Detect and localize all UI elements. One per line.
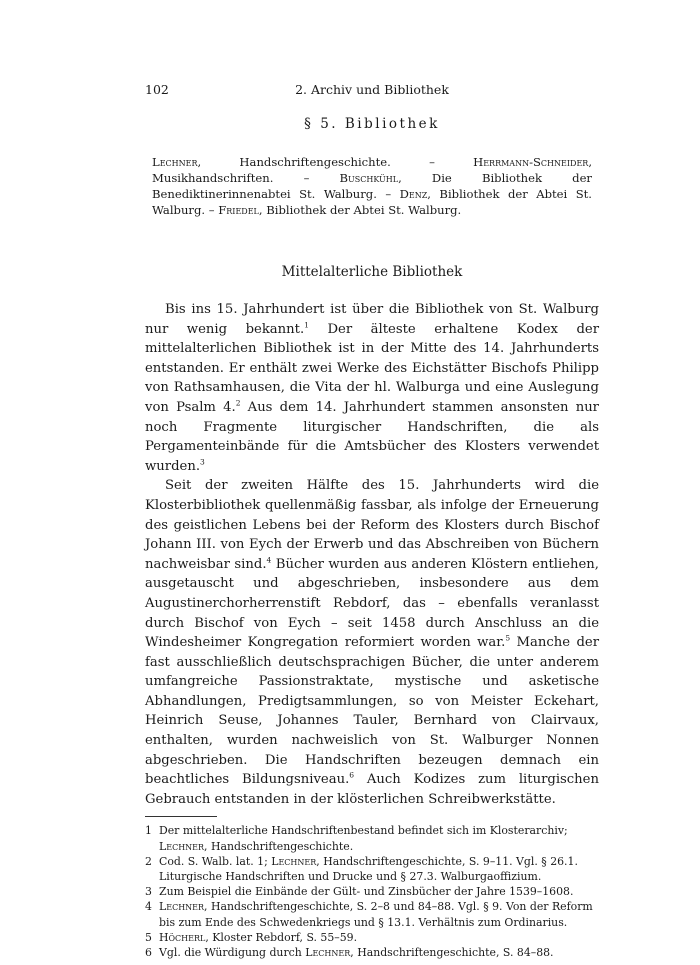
source-title: , Musikhandschriften. – bbox=[152, 155, 592, 185]
text-segment: Seit der zweiten Hälfte des 15. Jahrhunderts wird die Klosterbibliothek quellenmäßig fassbar, als infolge der Erneuerung des geistlichen Lebens bei der Reform des Klosters durch Bischof Johann III. von Eych der Erwerb und das Abschreiben von Büchern nachweisbar sind. bbox=[145, 478, 599, 572]
source-list bbox=[152, 154, 592, 218]
subheading: Mittelalterliche Bibliothek bbox=[281, 264, 463, 280]
footnote-segment: , Handschriftengeschichte, S. 9–11. Vgl. § 26.1. Liturgische Handschriften und Drucke und § 27.3. Walburgaoffizium. bbox=[159, 854, 578, 884]
footnote-author: Höcherl bbox=[159, 930, 206, 944]
footnote bbox=[145, 854, 599, 884]
footnote-text bbox=[159, 884, 599, 899]
source-author: Buschkühl bbox=[339, 171, 399, 185]
footnote-author: Lechner bbox=[305, 946, 351, 960]
text-segment: Bücher wurden aus anderen Klöstern entliehen, ausgetauscht und abgeschrieben, insbesondere aus dem Augustinerchorherrenstift Rebdorf, das – ebenfalls veranlasst durch Bischof von Eych – seit 1458 durch Anschluss an die Windesheimer Kongregation reformiert worden war. bbox=[145, 556, 599, 651]
footnote-number: 4 bbox=[145, 900, 152, 914]
footnote-text bbox=[159, 854, 599, 884]
text-segment: Auch Kodizes zum liturgischen Gebrauch entstanden in der klösterlichen Schreibwerkstätte. bbox=[145, 772, 599, 807]
footnote-segment: Cod. S. Walb. lat. 1; bbox=[159, 854, 272, 868]
text-segment: Der älteste erhaltene Kodex der mittelalterlichen Bibliothek ist in der Mitte des 14. Jahrhunderts entstanden. Er enthält zwei Werke des Eichstätter Bischofs Philipp von Rathsamhausen, die Vita der hl. Walburga und eine Auslegung von Psalm 4. bbox=[145, 321, 600, 415]
source-author: Lechner bbox=[152, 155, 198, 169]
footnote bbox=[145, 945, 599, 960]
text-segment: Bis ins 15. Jahrhundert ist über die Bibliothek von St. Walburg nur wenig bekannt. bbox=[145, 302, 599, 337]
running-title: 2. Archiv und Bibliothek bbox=[295, 82, 449, 97]
footnote-ref: 6 bbox=[349, 770, 355, 780]
footnote-segment: Vgl. die Würdigung durch bbox=[159, 946, 306, 960]
footnote bbox=[145, 930, 599, 945]
footnotes bbox=[145, 823, 599, 960]
footnote-ref: 5 bbox=[505, 633, 511, 643]
source-author: Denz bbox=[399, 187, 428, 201]
source-title: , Die Bibliothek der Benediktinerinnenabtei St. Walburg. – bbox=[152, 171, 592, 201]
body-text bbox=[145, 300, 599, 809]
source-title: , Bibliothek der Abtei St. Walburg. bbox=[258, 203, 462, 217]
paragraph bbox=[145, 476, 599, 809]
source-author: Friedel bbox=[218, 203, 259, 217]
footnote-segment: Der mittelalterliche Handschriftenbestand befindet sich im Klosterarchiv; bbox=[159, 824, 568, 838]
page-number: 102 bbox=[145, 82, 169, 97]
footnote-number: 3 bbox=[145, 885, 152, 899]
footnote-ref: 2 bbox=[235, 398, 241, 408]
footnote-ref: 1 bbox=[304, 320, 309, 330]
footnote-segment: , Handschriftengeschichte, S. 84–88. bbox=[350, 946, 554, 960]
source-author: Herrmann-Schneider bbox=[473, 155, 589, 169]
footnote-author: Lechner bbox=[159, 839, 205, 853]
footnote-ref: 3 bbox=[200, 457, 205, 467]
footnote-author: Lechner bbox=[159, 900, 205, 914]
text-segment: Aus dem 14. Jahrhundert stammen ansonsten nur noch Fragmente liturgischer Handschriften, die als Pergamenteinbände für die Amtsbücher des Klosters verwendet wurden. bbox=[145, 399, 599, 474]
source-title: , Handschriftengeschichte. – bbox=[197, 155, 474, 169]
footnote-segment: , Kloster Rebdorf, S. 55–59. bbox=[205, 930, 358, 944]
footnote-segment: , Handschriftengeschichte. bbox=[204, 839, 354, 853]
footnote bbox=[145, 884, 599, 899]
book-page bbox=[145, 82, 599, 960]
footnote-text bbox=[159, 930, 599, 945]
source-title: , Bibliothek der Abtei St. Walburg. – bbox=[152, 187, 592, 217]
footnote-number: 2 bbox=[145, 854, 152, 868]
footnote-number: 1 bbox=[145, 824, 152, 838]
text-segment: Manche der fast ausschließlich deutschsprachigen Bücher, die unter anderem umfangreiche Passionstraktate, mystische und asketische Abhandlungen, Predigtsammlungen, so von Meister Eckehart, Heinrich Seuse, Johannes Tauler, Bernhard von Clairvaux, enthalten, wurden nachweislich von St. Walburger Nonnen abgeschrieben. Die Handschriften bezeugen demnach ein beachtliches Bildungsniveau. bbox=[145, 635, 599, 788]
footnote-segment: Zum Beispiel die Einbände der Gült- und Zinsbücher der Jahre 1539–1608. bbox=[159, 885, 574, 899]
footnote bbox=[145, 823, 599, 853]
footnote-number: 6 bbox=[145, 946, 152, 960]
footnote-number: 5 bbox=[145, 930, 152, 944]
footnote-author: Lechner bbox=[271, 854, 317, 868]
paragraph bbox=[145, 300, 599, 476]
footnote-rule bbox=[145, 816, 217, 817]
footnote-ref: 4 bbox=[266, 555, 272, 565]
footnote-text bbox=[159, 945, 599, 960]
footnote-text bbox=[159, 823, 599, 853]
footnote-text bbox=[159, 899, 599, 929]
footnote-segment: , Handschriftengeschichte, S. 2–8 und 84–88. Vgl. § 9. Von der Reform bis zum Ende des Schwedenkriegs und § 13.1. Verhältnis zum Ordinarius. bbox=[159, 900, 593, 929]
section-title: § 5. Bibliothek bbox=[304, 116, 440, 132]
footnote bbox=[145, 899, 599, 929]
running-head bbox=[145, 82, 599, 102]
